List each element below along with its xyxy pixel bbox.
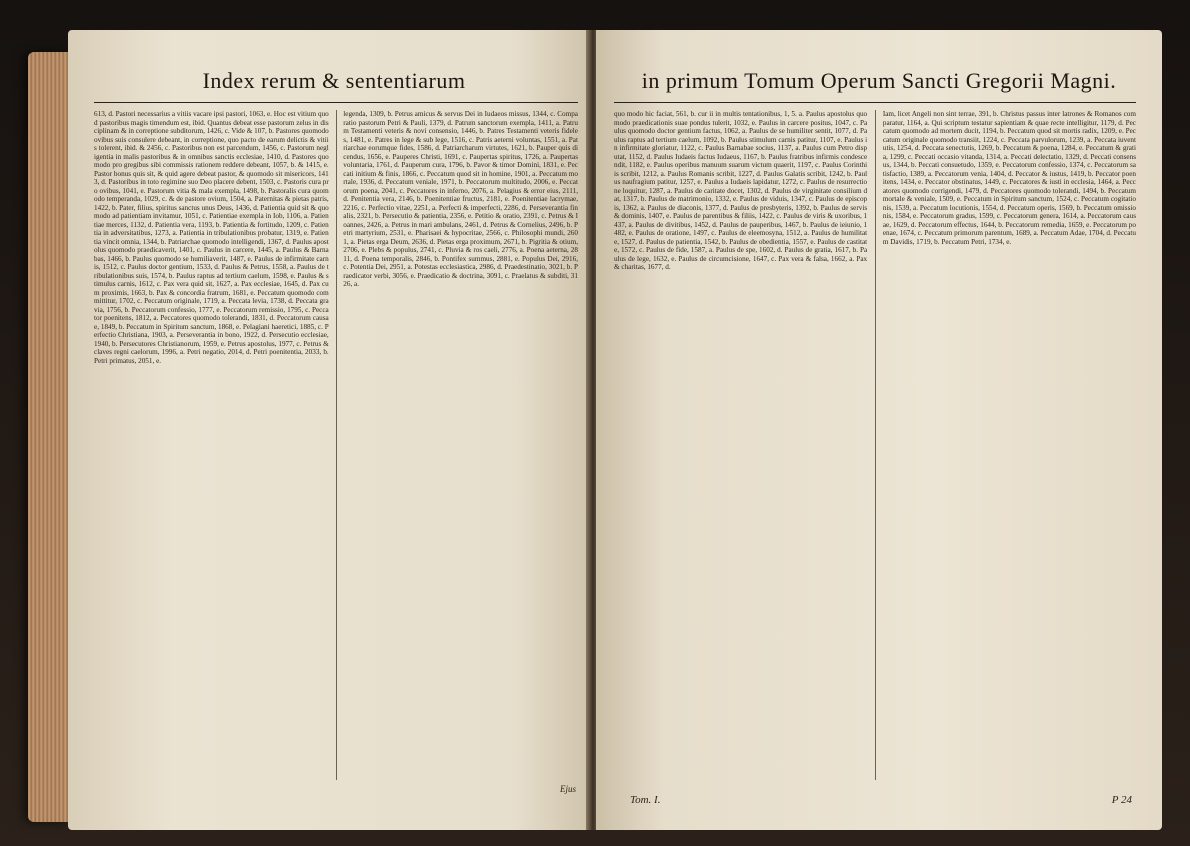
right-page-column-1: [614, 110, 867, 780]
left-column-divider: [336, 110, 337, 780]
left-page-column-2: [343, 110, 578, 780]
right-col2-text: Iam, licet Angeli non sint terrae, 391, b. Christus passus inter latrones & Romanos comparatur, 1164, a. Qui scriptum testatur sapientiam & quae recte intelligitur, 1179, d. Peccatum quomodo ad mortem ducit, 1194, b. Peccatum quod sit mortis radix, 1209, e. Peccatum originale quomodo transiit, 1224, c. Peccata parvulorum, 1239, a. Peccata iuventutis, 1254, d. Peccata senectutis, 1269, b. Peccatum & poena, 1284, e. Peccatum & gratia, 1299, c. Peccati occasio vitanda, 1314, a. Peccati delectatio, 1329, d. Peccati consensus, 1344, b. Peccati consuetudo, 1359, e. Peccatorum confessio, 1374, c. Peccatorum satisfactio, 1389, a. Peccatorum venia, 1404, d. Peccator & iustus, 1419, b. Peccator poenitens, 1434, e. Peccator obstinatus, 1449, c. Peccatores & iusti in ecclesia, 1464, a. Peccatores quomodo corrigendi, 1479, d. Peccatores quomodo tolerandi, 1494, b. Peccatum mortale & veniale, 1509, e. Peccatum in Spiritum sanctum, 1524, c. Peccatum cogitationis, 1539, a. Peccatum locutionis, 1554, d. Peccatum operis, 1569, b. Peccatum omissionis, 1584, e. Peccatorum gradus, 1599, c. Peccatorum genera, 1614, a. Peccatorum causae, 1629, d. Peccatorum effectus, 1644, b. Peccatorum remedia, 1659, e. Peccatorum poenae, 1674, c. Peccatum primorum parentum, 1689, a. Peccatum Adae, 1704, d. Peccatum Davidis, 1719, b. Peccatum Petri, 1734, e.: [882, 110, 1136, 246]
right-column-divider: [875, 110, 876, 780]
left-col2-text: legenda, 1309, b. Petrus amicus & servus Dei in Iudaeos missus, 1344, c. Comparatio pastorum Petri & Pauli, 1379, d. Patrum sanctorum exempla, 1411, a. Patrum Testamenti veteris & novi consensio, 1446, b. Patres Testamenti veteris fideles, 1481, e. Patres in lege & sub lege, 1516, c. Patris aeterni voluntas, 1551, a. Patriarchae eorumque fides, 1586, d. Patriarcharum virtutes, 1621, b. Pauper quis dicendus, 1656, e. Pauperes Christi, 1691, c. Paupertas spiritus, 1726, a. Paupertas voluntaria, 1761, d. Pauperum cura, 1796, b. Pavor & timor Domini, 1831, e. Peccati initium & finis, 1866, c. Peccatum quod sit in homine, 1901, a. Peccatum mortale, 1936, d. Peccatum veniale, 1971, b. Peccatorum multitudo, 2006, e. Peccatorum poena, 2041, c. Peccatores in inferno, 2076, a. Pelagius & error eius, 2111, d. Penitentia vera, 2146, b. Poenitentiae fructus, 2181, e. Poenitentiae lacrymae, 2216, c. Perfectio vitae, 2251, a. Perfecti & imperfecti, 2286, d. Perseverantia finalis, 2321, b. Persecutio & patientia, 2356, e. Petitio & oratio, 2391, c. Petrus & Ioannes, 2426, a. Petrus in mari ambulans, 2461, d. Petrus & Cornelius, 2496, b. Petri martyrium, 2531, e. Pharisaei & hypocritae, 2566, c. Philosophi mundi, 2601, a. Pietas erga Deum, 2636, d. Pietas erga proximum, 2671, b. Pigritia & otium, 2706, e. Plebs & populus, 2741, c. Pluvia & ros caeli, 2776, a. Poena aeterna, 2811, d. Poena temporalis, 2846, b. Pontifex summus, 2881, e. Populus Dei, 2916, c. Potentia Dei, 2951, a. Potestas ecclesiastica, 2986, d. Praedestinatio, 3021, b. Praedicator verbi, 3056, e. Praedicatio & doctrina, 3091, c. Praelatus & subditi, 3126, a.: [343, 110, 578, 288]
right-page-header: in primum Tomum Operum Sancti Gregorii Magni.: [641, 68, 1117, 93]
right-col1-text: quo modo hic faciat, 561, b. cur ii in multis tentationibus, 1, 5. a. Paulus apostolus quomodo praedicationis suae pondus tulerit, 1032, e. Paulus in carcere positus, 1047, c. Paulus quomodo doctor gentium factus, 1062, a. Paulus de se humiliter sentit, 1077, d. Paulus raptus ad tertium caelum, 1092, b. Paulus stimulum carnis patitur, 1107, e. Paulus in infirmitate gloriatur, 1122, c. Paulus Barnabae socius, 1137, a. Paulus cum Petro disputat, 1152, d. Paulus Iudaeis factus Iudaeus, 1167, b. Paulus fratribus infirmis condescendit, 1182, e. Paulus operibus manuum suarum victum quaerit, 1197, c. Paulus Corinthiis scribit, 1212, a. Paulus Romanis scribit, 1227, d. Paulus Galatis scribit, 1242, b. Paulus naufragium patitur, 1257, e. Paulus a Iudaeis lapidatur, 1272, c. Paulus de resurrectione loquitur, 1287, a. Paulus de caritate docet, 1302, d. Paulus de virginitate consilium dat, 1317, b. Paulus de matrimonio, 1332, e. Paulus de viduis, 1347, c. Paulus de episcopis, 1362, a. Paulus de diaconis, 1377, d. Paulus de presbyteris, 1392, b. Paulus de servis & dominis, 1407, e. Paulus de parentibus & filiis, 1422, c. Paulus de viris & uxoribus, 1437, a. Paulus de divitibus, 1452, d. Paulus de pauperibus, 1467, b. Paulus de ieiunio, 1482, e. Paulus de oratione, 1497, c. Paulus de eleemosyna, 1512, a. Paulus de humilitate, 1527, d. Paulus de patientia, 1542, b. Paulus de obedientia, 1557, e. Paulus de castitate, 1572, c. Paulus de fide, 1587, a. Paulus de spe, 1602, d. Paulus de gratia, 1617, b. Paulus de lege, 1632, e. Paulus de circumcisione, 1647, c. Pax vera & falsa, 1662, a. Pax & charitas, 1677, d.: [614, 110, 868, 271]
left-page: [68, 30, 590, 830]
left-page-columns: [94, 110, 578, 780]
right-page: [596, 30, 1162, 830]
left-col1-text: 613, d. Pastori necessarius a vitiis vacare ipsi pastori, 1063, e. Hoc est vitium quod pastoribus magis timendum est, ibid. Quantus debeat esse pastorum zelus in disciplinam & in correptione subditorum, 1426, c. Vide & 107, b. Pastores quomodo ovibus suis consulere debeant, in correptione, quo pacto de earum delictis & vitiis tolerent, ibid. & 2456, c. Pastoribus non est parcendum, 1456, c. Pastorum negligentia in malis pastoribus & in omnibus sanctis ecclesiae, 1410, d. Pastores quomodo pro gregibus sibi commissis rationem reddere debeant, 1057, b. & 1415, e. Pastor bonus quis sit, & quid agere debeat pastor, & quomodo sit misericors, 1413, d. Pastoribus in toto regimine suo Deo placere debent, 1503, c. Pastoris cura pro ovibus, 1041, e. Pastorum vitia & mala exempla, 1498, b. Pastoralis cura quomodo temperanda, 1029, c. & de pastore ovium, 1504, a. Paternitas & pietas patris, 1422, b. Pater, filius, spiritus sanctus unus Deus, 1436, d. Patientia quid sit & quomodo ad patientiam invitamur, 1051, c. Patientiae exempla in Iob, 1106, a. Patientiae merces, 1132, d. Patientia vera, 1193, b. Patientia & fortitudo, 1209, c. Patientia in adversitatibus, 1273, a. Patientia in tribulationibus probatur, 1319, e. Patientia vincit omnia, 1344, b. Patriarchae quomodo intelligendi, 1367, d. Paulus apostolus quomodo praedicaverit, 1401, c. Paulus in carcere, 1445, a. Paulus & Barnabas, 1466, b. Paulus quomodo se humiliaverit, 1487, e. Paulus de infirmitate carnis, 1512, c. Paulus doctor gentium, 1533, d. Paulus & Petrus, 1558, a. Paulus de tribulationibus suis, 1574, b. Paulus raptus ad tertium caelum, 1598, e. Paulus & stimulus carnis, 1612, c. Pax vera quid sit, 1627, a. Pax ecclesiae, 1645, d. Pax cum proximis, 1663, b. Pax & concordia fratrum, 1681, e. Peccatum quomodo committitur, 1702, c. Peccatum originale, 1719, a. Peccata levia, 1738, d. Peccata gravia, 1756, b. Peccatorum confessio, 1777, e. Peccatorum remissio, 1795, c. Peccator poenitens, 1812, a. Peccatores quomodo tolerandi, 1831, d. Peccatorum causae, 1849, b. Peccatum in Spiritum sanctum, 1868, e. Pelagiani haeretici, 1885, c. Perfectio Christiana, 1903, a. Perseverantia in bono, 1922, d. Persecutio ecclesiae, 1940, b. Persecutores Christianorum, 1959, e. Petrus apostolus, 1977, c. Petrus & claves regni caelorum, 1996, a. Petri negatio, 2014, d. Petri poenitentia, 2033, b. Petri primatus, 2051, e.: [94, 110, 329, 365]
left-header-rule: [94, 102, 578, 103]
left-page-column-1: [94, 110, 329, 780]
right-page-columns: [614, 110, 1136, 780]
right-page-column-2: [883, 110, 1136, 780]
right-catchword: P 24: [1111, 794, 1132, 806]
right-header-rule: [614, 102, 1136, 103]
left-catchword: Ejus: [559, 784, 576, 794]
left-page-header: Index rerum & sententiarum: [202, 68, 466, 93]
right-page-signature: Tom. I.: [630, 794, 661, 806]
book-page-edges: [28, 52, 70, 822]
